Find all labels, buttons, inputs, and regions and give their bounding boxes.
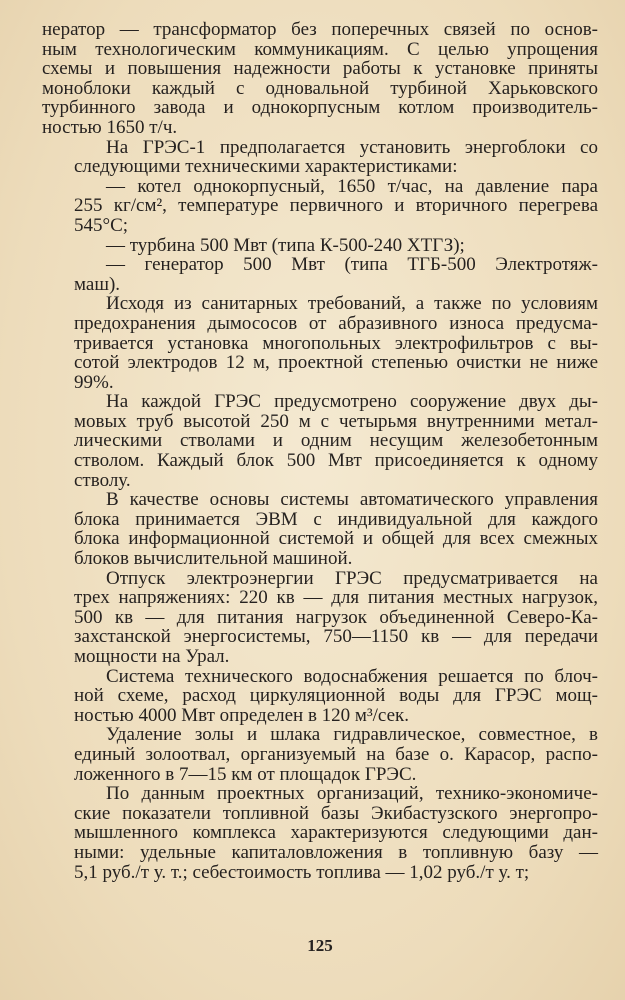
text-line: маш). (74, 273, 121, 295)
paragraph (42, 784, 598, 882)
book-page (42, 20, 598, 980)
paragraph (42, 569, 598, 667)
paragraph (42, 294, 598, 392)
paragraph (42, 490, 598, 568)
text-line: — генератор 500 Мвт (типа ТГБ-500 Электротяж- (106, 254, 598, 276)
text-line: ностью 1650 т/ч. (42, 116, 178, 138)
text-line: единый золоотвал, организуемый на базе о. Карасор, распо- (74, 743, 598, 765)
text-line: мовых труб высотой 250 м с четырьмя внутренними метал- (74, 410, 598, 432)
text-line: блока принимается ЭВМ с индивидуальной для каждого (74, 508, 598, 530)
text-line: тривается установка многопольных электрофильтров с вы- (74, 332, 598, 354)
paragraph (42, 667, 598, 726)
text-line: следующими техническими характеристиками: (74, 156, 458, 178)
text-line: 545°С; (74, 214, 129, 236)
page-number: 125 (307, 936, 333, 955)
text-line: нератор — трансформатор без поперечных связей по основ- (42, 19, 598, 40)
text-line: блока информационной системой и общей для всех смежных (74, 528, 598, 550)
text-line: ной схеме, расход циркуляционной воды для ГРЭС мощ- (74, 685, 598, 707)
paragraph (42, 177, 598, 236)
text-line: Отпуск электроэнергии ГРЭС предусматривается на (106, 567, 598, 589)
paragraph (42, 392, 598, 490)
text-line: турбинного завода и однокорпусным котлом производитель- (42, 97, 598, 119)
text-line: моноблоки каждый с одновальной турбиной Харьковского (42, 77, 598, 99)
text-line: схемы и повышения надежности работы к установке приняты (42, 58, 598, 80)
paragraph (42, 138, 598, 177)
text-line: лическими стволами и одним несущим железобетонным (74, 430, 598, 452)
text-line: Удаление золы и шлака гидравлическое, совместное, в (106, 724, 598, 746)
paragraph (42, 255, 598, 294)
paragraph (42, 20, 598, 138)
text-line: — котел однокорпусный, 1650 т/час, на давление пара (106, 175, 598, 197)
text-line: ным технологическим коммуникациям. С целью упрощения (42, 38, 598, 60)
text-line: На ГРЭС-1 предполагается установить энергоблоки со (106, 136, 598, 158)
text-body (42, 20, 598, 882)
text-line: В качестве основы системы автоматического управления (106, 489, 598, 511)
text-line: захстанской энергосистемы, 750—1150 кв — для передачи (74, 626, 598, 648)
text-line: 5,1 руб./т у. т.; себестоимость топлива — 1,02 руб./т у. т; (74, 861, 530, 883)
text-line: сотой электродов 12 м, проектной степенью очистки не ниже (74, 352, 598, 374)
text-line: ложенного в 7—15 км от площадок ГРЭС. (74, 763, 417, 785)
text-line: мышленного комплекса характеризуются следующими дан- (74, 822, 598, 844)
text-line: блоков вычислительной машиной. (74, 548, 353, 570)
text-line: По данным проектных организаций, технико-экономиче- (106, 783, 598, 805)
text-line: 255 кг/см², температуре первичного и вторичного перегрева (74, 195, 598, 217)
text-line: ными: удельные капиталовложения в топливную базу — (74, 841, 598, 863)
text-line: мощности на Урал. (74, 646, 230, 667)
paragraph (42, 725, 598, 784)
paragraph (42, 236, 598, 256)
text-line: предохранения дымососов от абразивного износа предусма- (74, 312, 598, 334)
text-line: трех напряжениях: 220 кв — для питания местных нагрузок, (74, 587, 598, 609)
text-line: Исходя из санитарных требований, а также по условиям (106, 293, 598, 315)
text-line: стволу. (74, 469, 131, 491)
text-line: На каждой ГРЭС предусмотрено сооружение двух ды- (106, 391, 598, 413)
text-line: ские показатели топливной базы Экибастузского энергопро- (74, 802, 598, 824)
text-line: стволом. Каждый блок 500 Мвт присоединяется к одному (74, 450, 598, 472)
text-line: ностью 4000 Мвт определен в 120 м³/сек. (74, 704, 410, 726)
text-line: — турбина 500 Мвт (типа К-500-240 ХТГЗ); (106, 234, 465, 256)
text-line: 99%. (74, 371, 114, 393)
text-line: Система технического водоснабжения решается по блоч- (106, 665, 598, 687)
text-line: 500 кв — для питания нагрузок объединенной Северо-Ка- (74, 606, 598, 628)
